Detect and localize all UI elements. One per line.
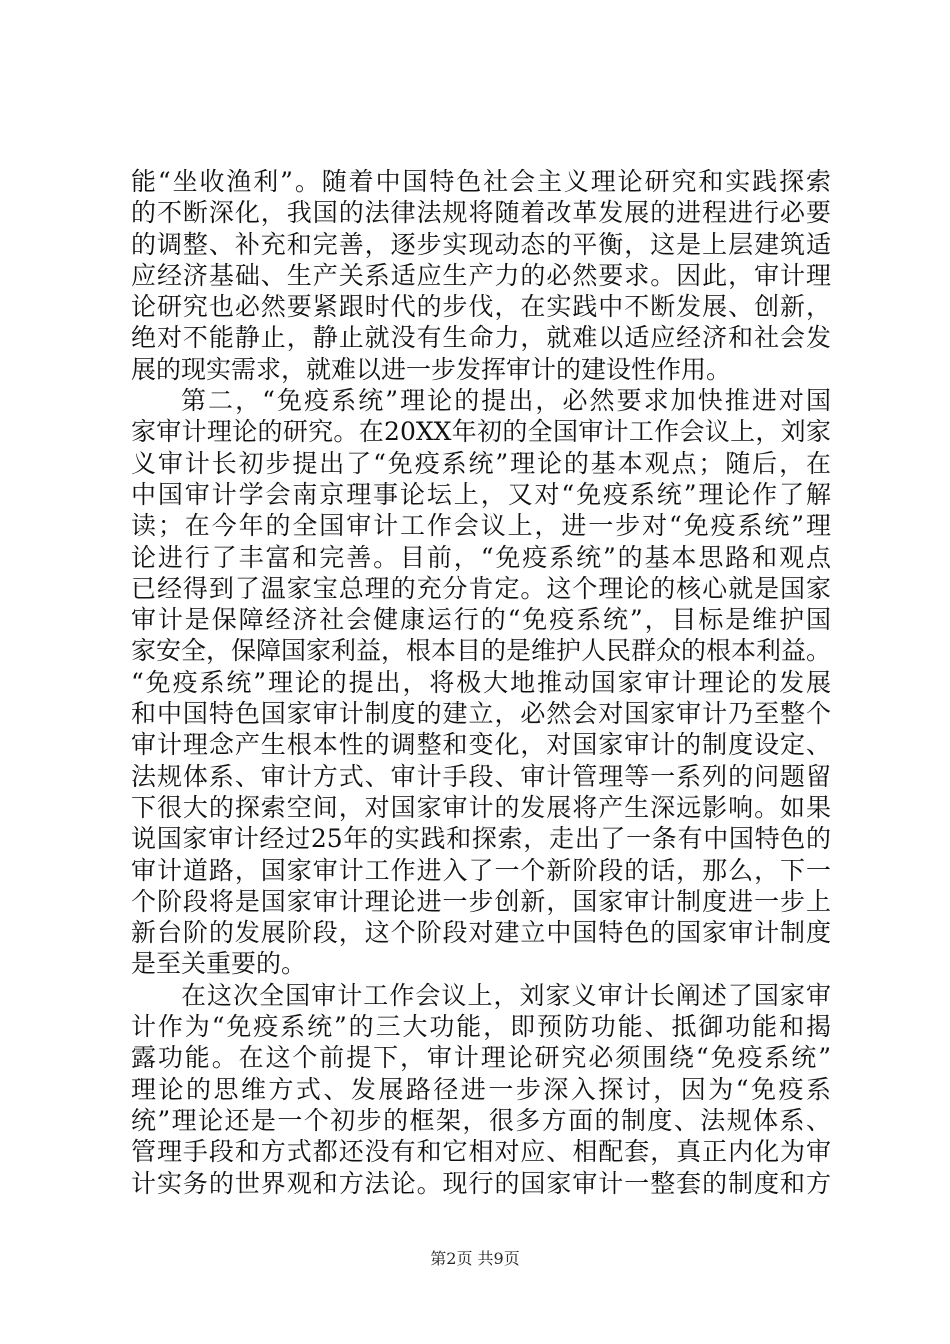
text-line: 计作为“免疫系统”的三大功能，即预防功能、抵御功能和揭: [131, 1012, 831, 1042]
text-line: 家安全，保障国家利益，根本目的是维护人民群众的根本利益。: [131, 636, 832, 666]
text-line: 展的现实需求，就难以进一步发挥审计的建设性作用。: [131, 354, 732, 384]
text-line: 的不断深化，我国的法律法规将随着改革发展的进程进行必要: [131, 198, 831, 228]
text-line: 读；在今年的全国审计工作会议上，进一步对“免疫系统”理: [131, 511, 831, 541]
text-line: “免疫系统”理论的提出，将极大地推动国家审计理论的发展: [131, 667, 831, 697]
text-line: 下很大的探索空间，对国家审计的发展将产生深远影响。如果: [131, 792, 831, 822]
text-line: 审计是保障经济社会健康运行的“免疫系统”，目标是维护国: [131, 605, 831, 635]
text-line: 统”理论还是一个初步的框架，很多方面的制度、法规体系、: [131, 1105, 831, 1135]
text-line: 审计理念产生根本性的调整和变化，对国家审计的制度设定、: [131, 730, 831, 760]
text-line: 是至关重要的。: [131, 949, 307, 979]
text-line: 已经得到了温家宝总理的充分肯定。这个理论的核心就是国家: [131, 573, 831, 603]
text-line: 的调整、补充和完善，逐步实现动态的平衡，这是上层建筑适: [131, 229, 831, 259]
text-line: 中国审计学会南京理事论坛上，又对“免疫系统”理论作了解: [131, 479, 831, 509]
text-line: 绝对不能静止，静止就没有生命力，就难以适应经济和社会发: [131, 323, 831, 353]
text-line: 管理手段和方式都还没有和它相对应、相配套，真正内化为审: [131, 1137, 831, 1167]
text-line: 和中国特色国家审计制度的建立，必然会对国家审计乃至整个: [131, 699, 831, 729]
text-line: 审计道路，国家审计工作进入了一个新阶段的话，那么，下一: [131, 855, 831, 885]
text-line: 能“坐收渔利”。随着中国特色社会主义理论研究和实践探索: [131, 167, 831, 196]
text-line: 法规体系、审计方式、审计手段、审计管理等一系列的问题留: [131, 761, 831, 791]
text-line: 个阶段将是国家审计理论进一步创新，国家审计制度进一步上: [131, 886, 831, 916]
text-line: 义审计长初步提出了“免疫系统”理论的基本观点；随后，在: [131, 448, 831, 478]
text-line: 第二，“免疫系统”理论的提出，必然要求加快推进对国: [181, 386, 831, 416]
text-line: 说国家审计经过25年的实践和探索，走出了一条有中国特色的: [131, 824, 831, 854]
text-line: 论进行了丰富和完善。目前，“免疫系统”的基本思路和观点: [131, 542, 831, 572]
text-line: 家审计理论的研究。在20XX年初的全国审计工作会议上，刘家: [131, 417, 831, 447]
body-text: [131, 166, 831, 1199]
text-line: 在这次全国审计工作会议上，刘家义审计长阐述了国家审: [181, 980, 831, 1010]
text-line: 新台阶的发展阶段，这个阶段对建立中国特色的国家审计制度: [131, 918, 831, 948]
text-line: 露功能。在这个前提下，审计理论研究必须围绕“免疫系统”: [131, 1043, 831, 1073]
text-line: 应经济基础、生产关系适应生产力的必然要求。因此，审计理: [131, 260, 831, 290]
page-number-footer: 第2页 共9页: [430, 1249, 520, 1268]
text-line: 论研究也必然要紧跟时代的步伐，在实践中不断发展、创新，: [131, 292, 831, 322]
text-line: 计实务的世界观和方法论。现行的国家审计一整套的制度和方: [131, 1168, 831, 1198]
text-line: 理论的思维方式、发展路径进一步深入探讨，因为“免疫系: [131, 1074, 831, 1104]
